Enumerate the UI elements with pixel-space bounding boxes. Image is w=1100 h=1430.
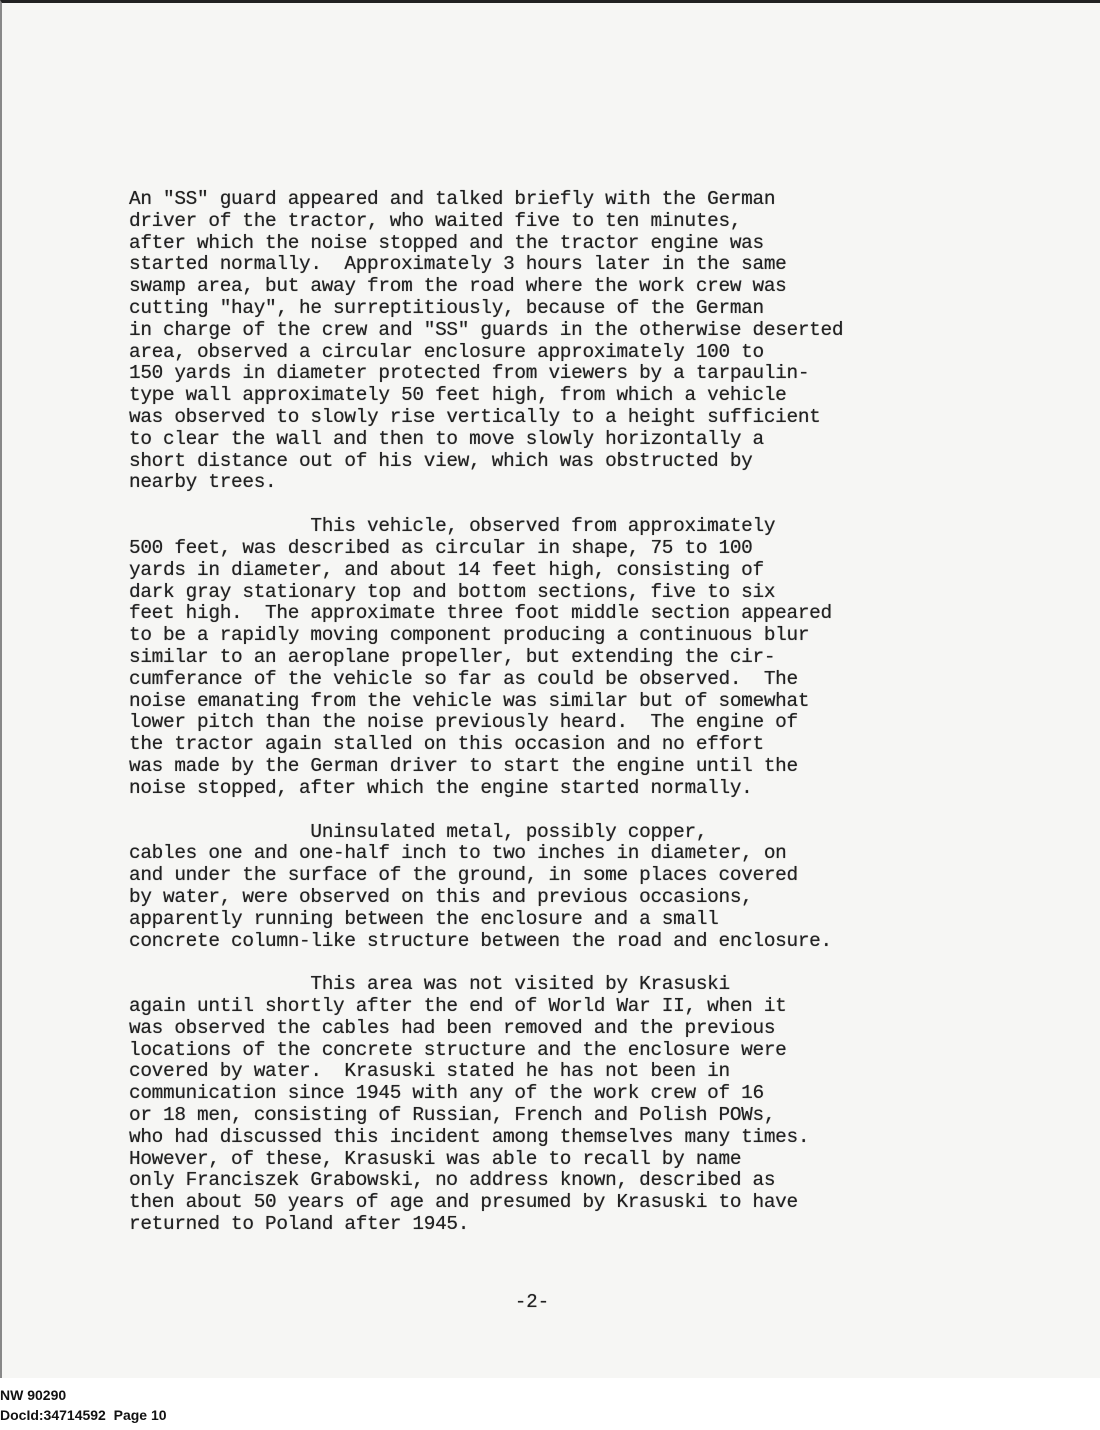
paragraph-3 [129,822,1029,953]
text-line: concrete column-like structure between the road and enclosure. [129,929,832,952]
text-line: lower pitch than the noise previously heard. The engine of [129,711,798,734]
text-line: by water, were observed on this and previous occasions, [129,885,753,908]
text-line: feet high. The approximate three foot middle section appeared [129,602,832,625]
text-line: started normally. Approximately 3 hours later in the same [129,253,787,276]
text-line: driver of the tractor, who waited five to ten minutes, [129,209,742,232]
text-line: cables one and one-half inch to two inches in diameter, on [129,842,787,865]
text-line: locations of the concrete structure and the enclosure were [129,1038,787,1061]
text-line: was observed to slowly rise vertically to a height sufficient [129,405,821,428]
text-line: nearby trees. [129,471,277,494]
text-line: However, of these, Krasuski was able to recall by name [129,1147,742,1170]
record-number: NW 90290 [0,1387,67,1403]
text-line: This vehicle, observed from approximately [129,515,776,538]
text-line: the tractor again stalled on this occasion and no effort [129,733,764,756]
text-line: only Franciszek Grabowski, no address known, described as [129,1169,776,1192]
text-line: 150 yards in diameter protected from viewers by a tarpaulin- [129,362,810,385]
text-line: area, observed a circular enclosure approximately 100 to [129,340,764,363]
text-line: after which the noise stopped and the tractor engine was [129,231,764,254]
text-line: cumferance of the vehicle so far as could be observed. The [129,667,798,690]
text-line: and under the surface of the ground, in some places covered [129,864,798,887]
text-line: covered by water. Krasuski stated he has not been in [129,1060,730,1083]
text-line: in charge of the crew and "SS" guards in the otherwise deserted [129,318,844,341]
text-line: to clear the wall and then to move slowly horizontally a [129,427,764,450]
text-line: to be a rapidly moving component producing a continuous blur [129,624,810,647]
text-line: This area was not visited by Krasuski [129,973,730,996]
text-line: communication since 1945 with any of the work crew of 16 [129,1082,764,1105]
text-line: cutting "hay", he surreptitiously, because of the German [129,296,764,319]
text-line: again until shortly after the end of World War II, when it [129,995,787,1018]
text-line: noise stopped, after which the engine started normally. [129,776,753,799]
text-line: 500 feet, was described as circular in shape, 75 to 100 [129,536,753,559]
text-line: Uninsulated metal, possibly copper, [129,820,708,843]
text-line: apparently running between the enclosure and a small [129,907,719,930]
text-line: was made by the German driver to start the engine until the [129,754,798,777]
text-line: or 18 men, consisting of Russian, French and Polish POWs, [129,1104,776,1127]
text-line: type wall approximately 50 feet high, from which a vehicle [129,384,787,407]
doc-id-line: DocId:34714592 Page 10 [0,1407,167,1423]
text-line: then about 50 years of age and presumed by Krasuski to have [129,1191,798,1214]
text-line: swamp area, but away from the road where the work crew was [129,275,787,298]
paragraph-1 [129,189,1029,494]
text-line: dark gray stationary top and bottom sections, five to six [129,580,776,603]
text-line: noise emanating from the vehicle was similar but of somewhat [129,689,810,712]
page-number: -2- [514,1291,550,1313]
text-line: who had discussed this incident among themselves many times. [129,1125,810,1148]
document-body [129,189,1029,1236]
text-line: short distance out of his view, which was obstructed by [129,449,753,472]
text-line: similar to an aeroplane propeller, but extending the cir- [129,645,776,668]
text-line: An "SS" guard appeared and talked briefly with the German [129,188,776,210]
paragraph-2 [129,516,1029,799]
text-line: yards in diameter, and about 14 feet high, consisting of [129,558,764,581]
text-line: returned to Poland after 1945. [129,1213,470,1236]
archive-footer [0,1385,167,1425]
paragraph-4 [129,974,1029,1236]
text-line: was observed the cables had been removed and the previous [129,1016,776,1039]
